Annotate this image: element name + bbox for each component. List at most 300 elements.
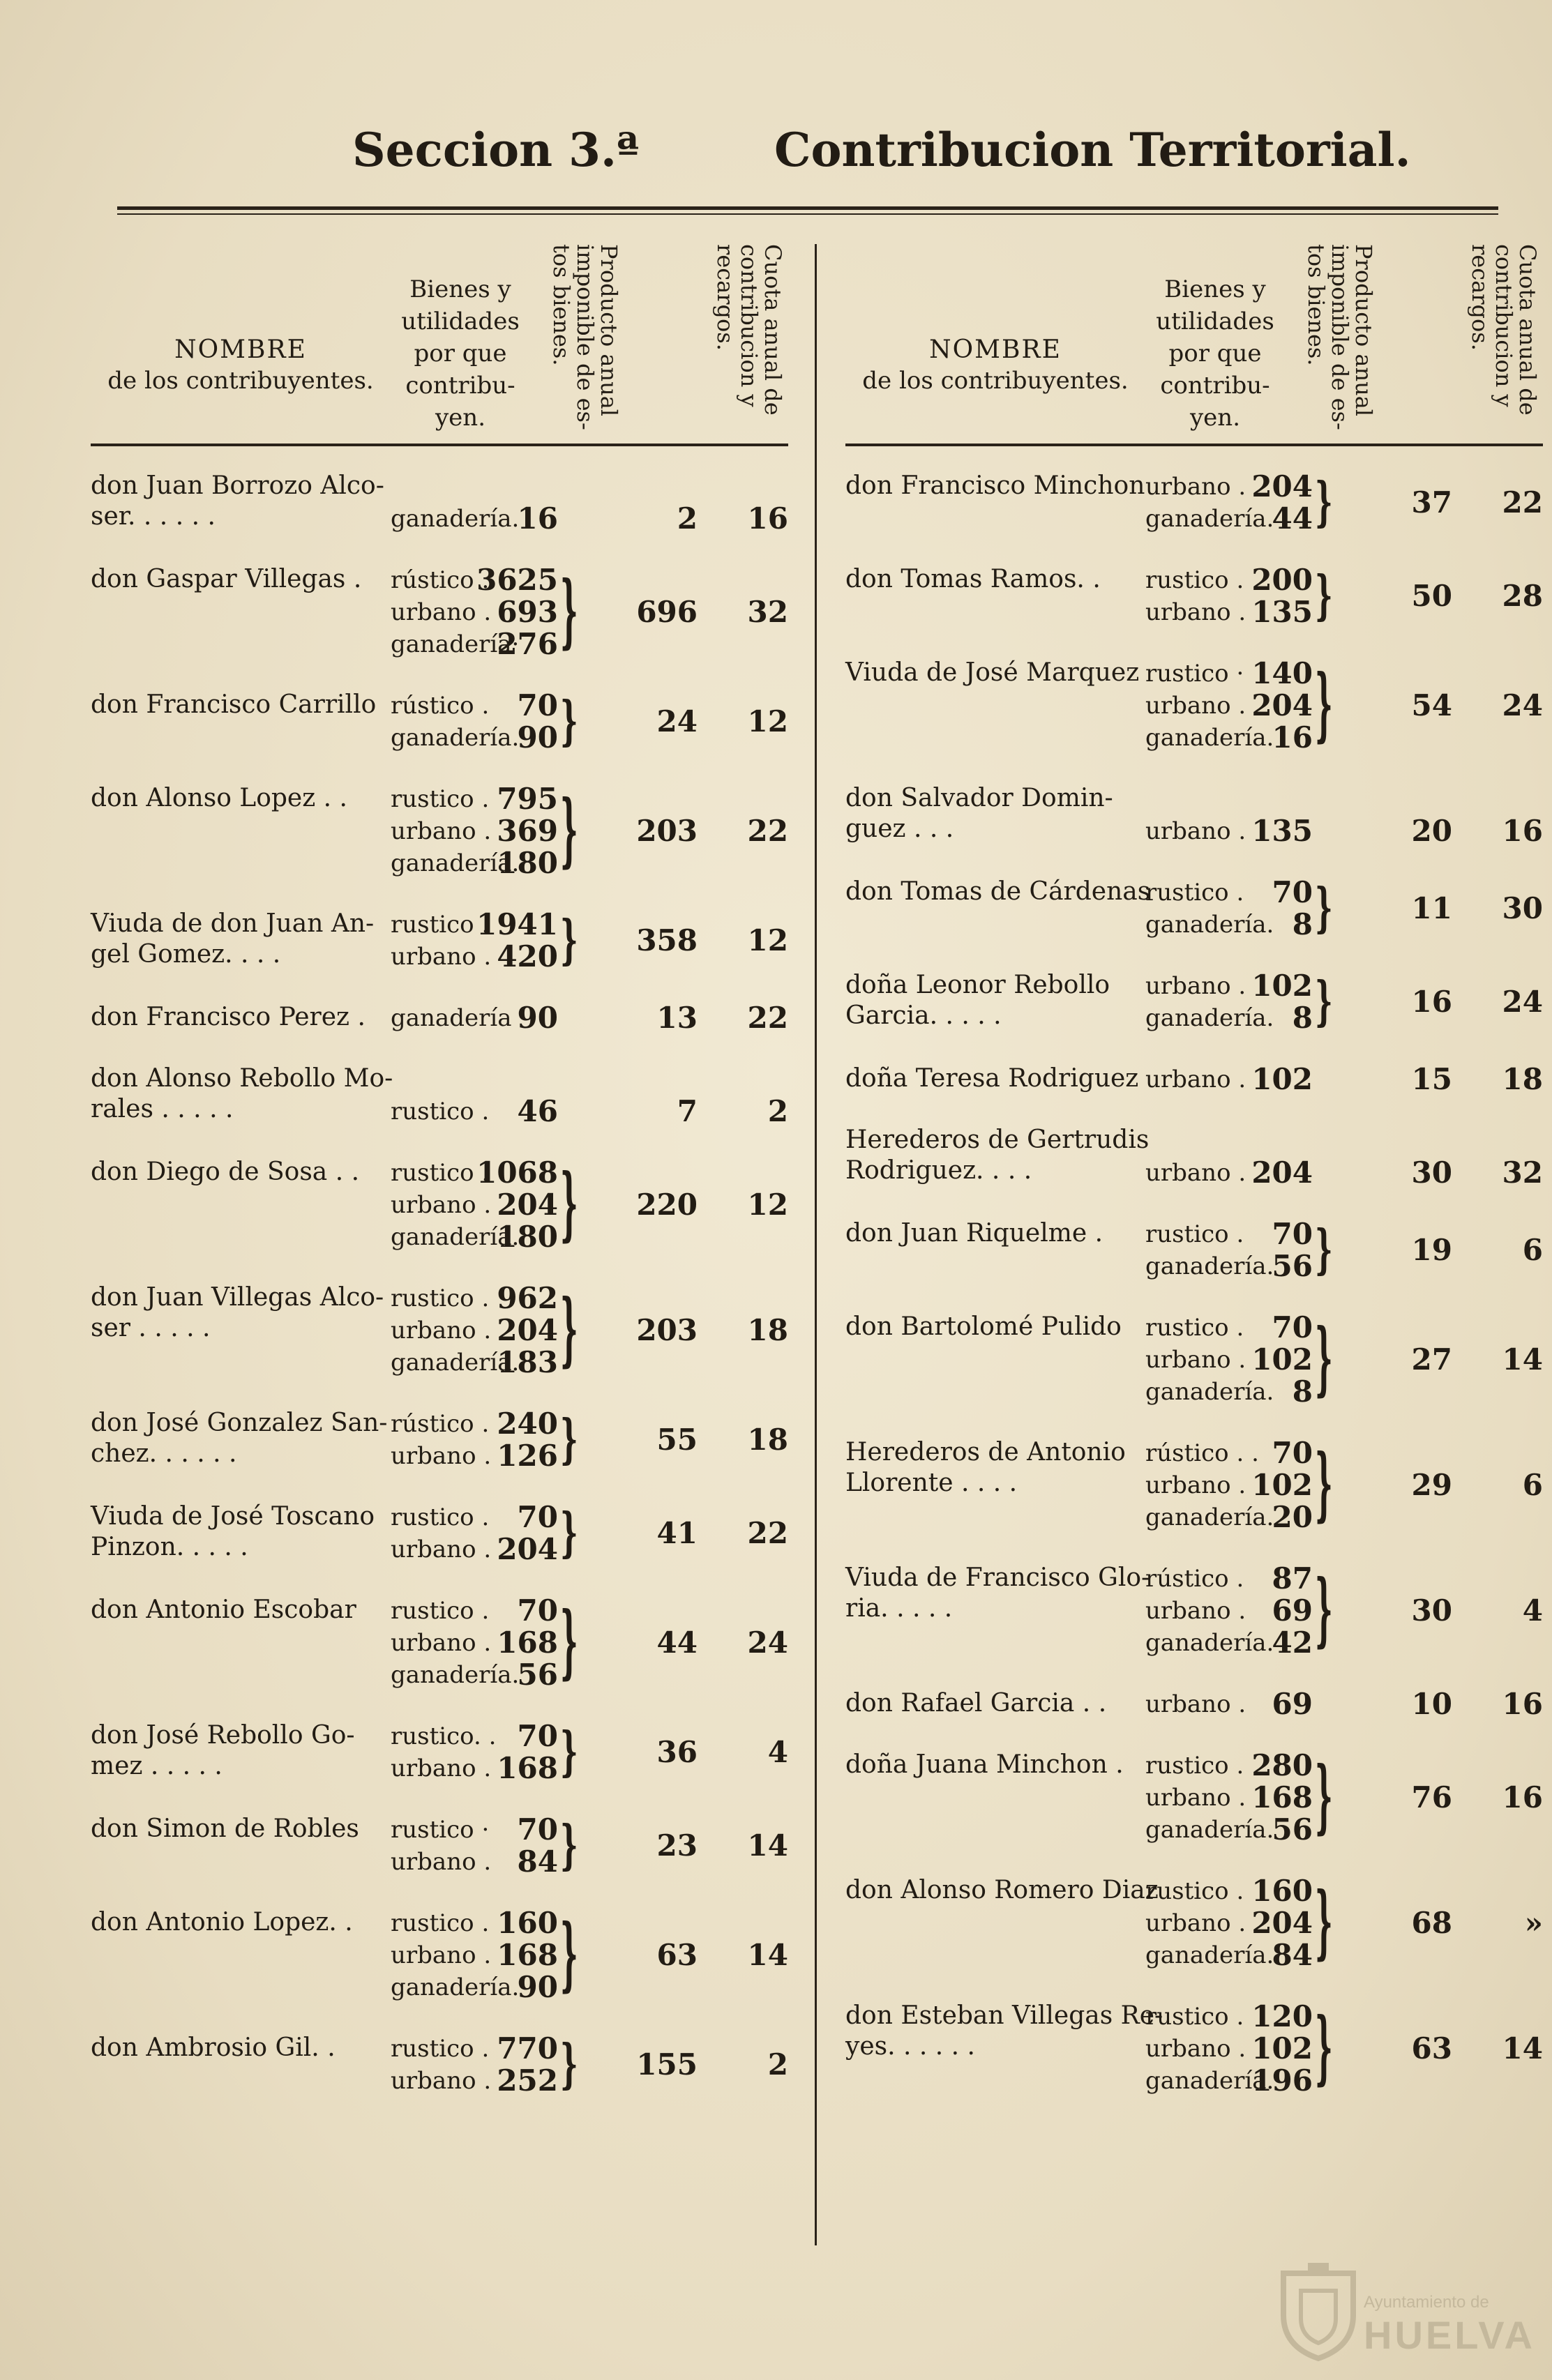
grouping-brace: }	[560, 909, 578, 971]
property-type: rustico .	[1145, 1314, 1244, 1342]
property-lines	[1145, 1437, 1543, 1533]
table-row	[91, 1814, 788, 1907]
property-line	[1145, 1750, 1543, 1782]
property-lines	[391, 503, 788, 535]
cuota-main: 696	[636, 595, 698, 629]
cuota-fraction: 22	[747, 814, 788, 848]
cuota-main: 203	[636, 814, 698, 848]
property-lines	[391, 1501, 788, 1566]
property-type: ganadería.	[1145, 1816, 1274, 1844]
header-bienes-line: contribu-	[405, 372, 515, 400]
producto-value: 70	[517, 688, 558, 722]
column-divider	[815, 244, 817, 2245]
producto-value: 420	[497, 939, 558, 973]
producto-value: 70	[1272, 875, 1313, 909]
property-type: rustico .	[1145, 1752, 1244, 1780]
cuota-fraction: 14	[747, 1828, 788, 1863]
table-row	[91, 1501, 788, 1595]
cuota-fraction: 6	[1522, 1468, 1543, 1502]
cuota-fraction: 14	[747, 1938, 788, 1972]
property-line	[1145, 1376, 1543, 1408]
contributor-name	[845, 1688, 1138, 1719]
cuota-main: 30	[1411, 1593, 1452, 1628]
contributor-name	[845, 1563, 1150, 1624]
property-line	[1145, 690, 1543, 722]
producto-value: 962	[497, 1281, 558, 1315]
contributor-name	[845, 471, 1145, 501]
contributor-name	[845, 2001, 1163, 2062]
grouping-brace: }	[1315, 970, 1333, 1033]
cuota-fraction: 22	[747, 1001, 788, 1035]
producto-value: 369	[497, 814, 558, 848]
producto-value: 135	[1251, 814, 1313, 848]
property-line	[391, 1720, 788, 1752]
header-bienes-line: utilidades	[1156, 308, 1274, 335]
property-type: urbano .	[1145, 1066, 1246, 1093]
property-line	[391, 1907, 788, 1939]
table-row	[845, 2001, 1543, 2126]
cuota-fraction: 16	[747, 501, 788, 536]
property-lines	[1145, 1875, 1543, 1971]
property-type: ganadería.	[1145, 1629, 1274, 1657]
producto-value: 204	[497, 1188, 558, 1222]
contributor-name	[845, 1218, 1138, 1249]
table-row	[91, 783, 788, 909]
property-type: urbano .	[1145, 2035, 1246, 2063]
cuota-main: 13	[656, 1001, 698, 1035]
property-line	[1145, 909, 1543, 941]
grouping-brace: }	[1315, 1312, 1333, 1406]
producto-value: 180	[497, 846, 558, 880]
producto-value: 204	[1251, 1906, 1313, 1940]
property-lines	[1145, 658, 1543, 754]
cuota-main: 41	[656, 1516, 698, 1550]
producto-value: 20	[1272, 1500, 1313, 1534]
property-type: ganadería.	[1145, 1941, 1274, 1969]
contributor-name	[91, 1002, 384, 1033]
cuota-main: 23	[656, 1828, 698, 1863]
cuota-fraction: 2	[767, 1094, 788, 1128]
grouping-brace: }	[560, 690, 578, 752]
property-lines	[1145, 1563, 1543, 1659]
cuota-main: 203	[636, 1313, 698, 1347]
contributor-name	[91, 564, 384, 595]
table-row	[845, 1437, 1543, 1563]
property-type: rustico .	[391, 1503, 490, 1531]
property-type: urbano .	[391, 1754, 492, 1782]
property-type: rustico .	[391, 1909, 490, 1937]
contributor-name	[845, 1875, 1159, 1906]
cuota-main: 16	[1411, 985, 1452, 1019]
producto-value: 8	[1292, 907, 1313, 941]
property-type: urbano .	[391, 1442, 492, 1470]
cuota-main: 36	[656, 1735, 698, 1769]
property-line	[1145, 1688, 1543, 1720]
producto-value: 1068	[476, 1155, 558, 1190]
contributor-name-line: don Tomas Ramos. .	[845, 565, 1101, 593]
cuota-fraction: 18	[747, 1423, 788, 1457]
contributor-name-line: don Juan Villegas Alco-	[91, 1283, 384, 1312]
table-row	[91, 471, 788, 564]
contributor-name	[91, 909, 384, 970]
producto-value: 56	[517, 1658, 558, 1692]
contributor-name-line: Pinzon. . . . .	[91, 1533, 248, 1561]
contributor-name	[91, 783, 384, 814]
producto-value: 3625	[476, 563, 558, 597]
property-line	[391, 1002, 788, 1034]
seal-caption: Ayuntamiento de	[1364, 2293, 1489, 2312]
table-row	[91, 909, 788, 1002]
producto-value: 69	[1272, 1687, 1313, 1721]
contributor-name-line: don Diego de Sosa . .	[91, 1158, 360, 1186]
producto-value: 168	[497, 1751, 558, 1785]
property-line	[391, 722, 788, 754]
grouping-brace: }	[1315, 1218, 1333, 1281]
producto-value: 42	[1272, 1625, 1313, 1660]
cuota-fraction: 6	[1522, 1233, 1543, 1267]
property-type: ganadería·	[391, 630, 520, 658]
contributor-name-line: doña Juana Minchon .	[845, 1750, 1124, 1779]
contributor-name	[845, 877, 1151, 907]
property-line	[391, 1814, 788, 1846]
producto-value: 120	[1251, 1999, 1313, 2033]
property-type: rustico ·	[1145, 660, 1244, 688]
header-cuota: Cuota anual de contribucion y recargos.	[712, 244, 786, 416]
property-line	[1145, 815, 1543, 847]
contributor-name-line: chez. . . . . .	[91, 1439, 237, 1468]
header-bienes	[391, 273, 530, 434]
property-line	[1145, 1782, 1543, 1814]
producto-value: 102	[1251, 2031, 1313, 2066]
property-lines	[1145, 815, 1543, 847]
property-type: ganadería.	[1145, 1004, 1274, 1032]
property-lines	[391, 1002, 788, 1034]
contributor-name-line: Viuda de José Toscano	[91, 1502, 375, 1531]
property-line	[1145, 1875, 1543, 1907]
property-line	[1145, 1469, 1543, 1501]
contributor-name	[91, 2033, 384, 2063]
right-table	[845, 230, 1543, 2343]
contributor-name-line: don Antonio Escobar	[91, 1595, 356, 1624]
property-type: urbano .	[391, 598, 492, 626]
cuota-fraction: 12	[747, 1188, 788, 1222]
contributor-name-line: doña Teresa Rodriguez	[845, 1064, 1139, 1093]
property-line	[1145, 564, 1543, 596]
title-rule-thin	[117, 213, 1498, 215]
producto-value: 70	[1272, 1436, 1313, 1470]
contributor-name	[845, 1125, 1150, 1186]
property-line	[1145, 1344, 1543, 1376]
header-bienes-line: Bienes y	[409, 275, 511, 303]
property-type: urbano .	[1145, 972, 1246, 1000]
property-lines	[1145, 2001, 1543, 2097]
property-line	[391, 783, 788, 815]
property-lines	[391, 564, 788, 660]
producto-value: 204	[1251, 688, 1313, 722]
coat-of-arms-icon	[1270, 2259, 1367, 2364]
property-type: urbano .	[391, 943, 492, 971]
producto-value: 693	[497, 595, 558, 629]
header-producto: Producto anual imponible de es- tos bienes.	[548, 244, 622, 430]
table-row	[91, 1063, 788, 1157]
table-row	[845, 1312, 1543, 1437]
contributor-name-line: don Rafael Garcia . .	[845, 1689, 1107, 1718]
contributor-name-line: don Tomas de Cárdenas	[845, 877, 1151, 906]
property-line	[391, 1659, 788, 1691]
cuota-main: 24	[656, 704, 698, 738]
property-line	[1145, 596, 1543, 628]
property-type: urbano .	[1145, 1784, 1246, 1812]
producto-value: 46	[517, 1094, 558, 1128]
property-lines	[391, 783, 788, 879]
cuota-main: 76	[1411, 1780, 1452, 1814]
contributor-name	[845, 564, 1138, 595]
header-producto: Producto anual imponible de es- tos bienes.	[1303, 244, 1377, 430]
grouping-brace: }	[560, 564, 578, 658]
property-type: rustico .	[1145, 879, 1244, 907]
contributor-name-line: don Bartolomé Pulido	[845, 1312, 1122, 1341]
property-line	[391, 1189, 788, 1221]
table-row	[91, 1282, 788, 1408]
cuota-fraction: 16	[1502, 814, 1543, 848]
property-line	[1145, 970, 1543, 1002]
property-type: urbano .	[391, 1536, 492, 1563]
property-type: rustico .	[391, 2035, 490, 2063]
property-type: rústico .	[391, 1410, 490, 1438]
header-bienes-line: por que	[1168, 340, 1262, 367]
grouping-brace: }	[560, 2033, 578, 2095]
property-type: rustico .	[391, 1597, 490, 1625]
table-row	[91, 690, 788, 783]
cuota-fraction: 28	[1502, 579, 1543, 613]
producto-value: 8	[1292, 1374, 1313, 1409]
property-type: urbano .	[1145, 1597, 1246, 1625]
grouping-brace: }	[1315, 2001, 1333, 2095]
producto-value: 135	[1251, 595, 1313, 629]
property-type: rústico .	[1145, 1565, 1244, 1593]
producto-value: 180	[497, 1220, 558, 1254]
contributor-name-line: ser . . . . .	[91, 1314, 211, 1342]
table-row	[845, 471, 1543, 564]
contributor-name	[845, 1063, 1138, 1094]
table-row	[845, 1688, 1543, 1750]
grouping-brace: }	[1315, 877, 1333, 939]
contributor-name-line: yes. . . . . .	[845, 2032, 975, 2061]
header-name-sub: de los contribuyentes.	[862, 367, 1129, 395]
property-type: ganadería.	[391, 724, 520, 752]
property-line	[391, 909, 788, 941]
grouping-brace: }	[560, 1720, 578, 1783]
property-lines	[391, 1408, 788, 1472]
property-type: ganadería.	[391, 1349, 520, 1377]
cuota-main: 68	[1411, 1906, 1452, 1940]
header-bienes	[1145, 273, 1285, 434]
producto-value: 168	[497, 1938, 558, 1972]
cuota-fraction: 22	[747, 1516, 788, 1550]
property-line	[1145, 471, 1543, 503]
contributor-name-line: don Francisco Carrillo	[91, 690, 377, 719]
cuota-main: 10	[1411, 1687, 1452, 1721]
table-row	[91, 1720, 788, 1814]
property-line	[1145, 2033, 1543, 2065]
property-line	[1145, 1814, 1543, 1846]
property-type: rustico .	[1145, 566, 1244, 594]
producto-value: 102	[1251, 969, 1313, 1003]
grouping-brace: }	[560, 1501, 578, 1564]
contributor-name-line: don Alonso Romero Diaz	[845, 1876, 1159, 1904]
property-type: urbano .	[1145, 817, 1246, 845]
header-cuota: Cuota anual de contribucion y recargos.	[1467, 244, 1541, 416]
property-type: urbano .	[1145, 1909, 1246, 1937]
property-type: ganadería	[391, 1004, 512, 1032]
property-type: urbano .	[391, 1317, 492, 1344]
producto-value: 204	[1251, 1155, 1313, 1190]
cuota-fraction: 22	[1502, 485, 1543, 520]
table-row	[845, 970, 1543, 1063]
property-line	[391, 1221, 788, 1253]
producto-value: 102	[1251, 1062, 1313, 1096]
header-bienes-line: Bienes y	[1164, 275, 1266, 303]
property-line	[391, 1408, 788, 1440]
property-lines	[1145, 1063, 1543, 1096]
cuota-main: 358	[636, 923, 698, 957]
cuota-fraction: 4	[767, 1735, 788, 1769]
table-row	[91, 1907, 788, 2033]
grouping-brace: }	[1315, 658, 1333, 752]
property-line	[1145, 658, 1543, 690]
cuota-fraction: »	[1524, 1906, 1543, 1940]
archive-seal	[1270, 2259, 1535, 2364]
contributor-name	[845, 1437, 1138, 1499]
property-line	[1145, 1437, 1543, 1469]
property-line	[391, 815, 788, 847]
property-lines	[391, 2033, 788, 2097]
property-lines	[1145, 877, 1543, 941]
table-row	[91, 2033, 788, 2126]
contributor-name	[91, 1408, 388, 1469]
cuota-main: 55	[656, 1423, 698, 1457]
property-line	[391, 847, 788, 879]
property-line	[1145, 1002, 1543, 1034]
producto-value: 69	[1272, 1593, 1313, 1628]
table-row	[91, 1595, 788, 1720]
section-heading: Seccion 3.ª	[352, 123, 640, 177]
contributor-name-line: Viuda de don Juan An-	[91, 909, 375, 938]
cuota-main: 29	[1411, 1468, 1452, 1502]
property-line	[391, 690, 788, 722]
property-line	[1145, 2065, 1543, 2097]
table-header	[845, 230, 1543, 446]
property-line	[391, 1501, 788, 1533]
property-type: ganadería.	[391, 505, 520, 533]
contributor-name-line: mez . . . . .	[91, 1752, 223, 1780]
cuota-main: 7	[677, 1094, 698, 1128]
cuota-fraction: 16	[1502, 1687, 1543, 1721]
cuota-fraction: 18	[747, 1313, 788, 1347]
grouping-brace: }	[1315, 1875, 1333, 1969]
table-row	[91, 1408, 788, 1501]
property-line	[391, 1627, 788, 1659]
contributor-name-line: don Francisco Perez .	[91, 1003, 366, 1031]
cuota-main: 19	[1411, 1233, 1452, 1267]
property-type: rústico .	[391, 566, 490, 594]
table-row	[91, 1157, 788, 1282]
property-lines	[1145, 1157, 1543, 1189]
table-row	[845, 1125, 1543, 1218]
producto-value: 87	[1272, 1561, 1313, 1595]
producto-value: 196	[1251, 2063, 1313, 2098]
cuota-main: 63	[656, 1938, 698, 1972]
table-body	[845, 471, 1543, 2126]
grouping-brace: }	[1315, 1563, 1333, 1657]
contributor-name-line: don José Rebollo Go-	[91, 1721, 355, 1750]
producto-value: 70	[517, 1593, 558, 1628]
contributor-name-line: rales . . . . .	[91, 1095, 234, 1123]
cuota-main: 2	[677, 501, 698, 536]
contributor-name	[845, 1312, 1138, 1342]
cuota-fraction: 18	[1502, 1062, 1543, 1096]
property-line	[391, 1096, 788, 1128]
contributor-name-line: doña Leonor Rebollo	[845, 971, 1110, 999]
property-line	[1145, 1595, 1543, 1627]
property-lines	[391, 1720, 788, 1784]
property-line	[1145, 503, 1543, 535]
property-type: rustico .	[1145, 2003, 1244, 2031]
property-line	[391, 1939, 788, 1971]
contributor-name-line: don Alonso Lopez . .	[91, 784, 347, 812]
property-type: urbano .	[391, 1191, 492, 1219]
property-type: urbano .	[391, 1629, 492, 1657]
table-row	[845, 1750, 1543, 1875]
property-line	[391, 1971, 788, 2003]
producto-value: 168	[497, 1625, 558, 1660]
property-line	[391, 596, 788, 628]
contributor-name-line: Garcia. . . . .	[845, 1001, 1002, 1030]
property-line	[391, 1752, 788, 1784]
cuota-fraction: 12	[747, 923, 788, 957]
producto-value: 84	[1272, 1938, 1313, 1972]
property-line	[391, 1347, 788, 1379]
grouping-brace: }	[560, 1157, 578, 1251]
contributor-name	[91, 471, 384, 532]
contributor-name-line: don Francisco Minchon	[845, 471, 1145, 500]
cuota-main: 220	[636, 1188, 698, 1222]
header-name-main: NOMBRE	[929, 335, 1062, 364]
table-row	[845, 1218, 1543, 1312]
property-line	[391, 503, 788, 535]
property-line	[1145, 1312, 1543, 1344]
property-lines	[391, 1282, 788, 1379]
contributor-name-line: don Simon de Robles	[91, 1814, 359, 1843]
producto-value: 204	[497, 1313, 558, 1347]
property-type: rustico .	[1145, 1220, 1244, 1248]
grouping-brace: }	[560, 783, 578, 877]
contributor-name	[845, 1750, 1138, 1780]
left-table	[91, 230, 788, 2343]
property-type: rustico .	[391, 1098, 490, 1125]
contributor-name-line: Herederos de Antonio	[845, 1438, 1126, 1466]
property-line	[391, 564, 788, 596]
property-type: ganadería.	[1145, 505, 1274, 533]
table-row	[845, 658, 1543, 783]
cuota-main: 54	[1411, 688, 1452, 722]
property-type: urbano .	[1145, 473, 1246, 501]
property-type: ganadería.	[391, 849, 520, 877]
property-lines	[1145, 1218, 1543, 1282]
property-line	[391, 1282, 788, 1314]
header-bienes-line: yen.	[435, 404, 486, 432]
producto-value: 240	[497, 1407, 558, 1441]
